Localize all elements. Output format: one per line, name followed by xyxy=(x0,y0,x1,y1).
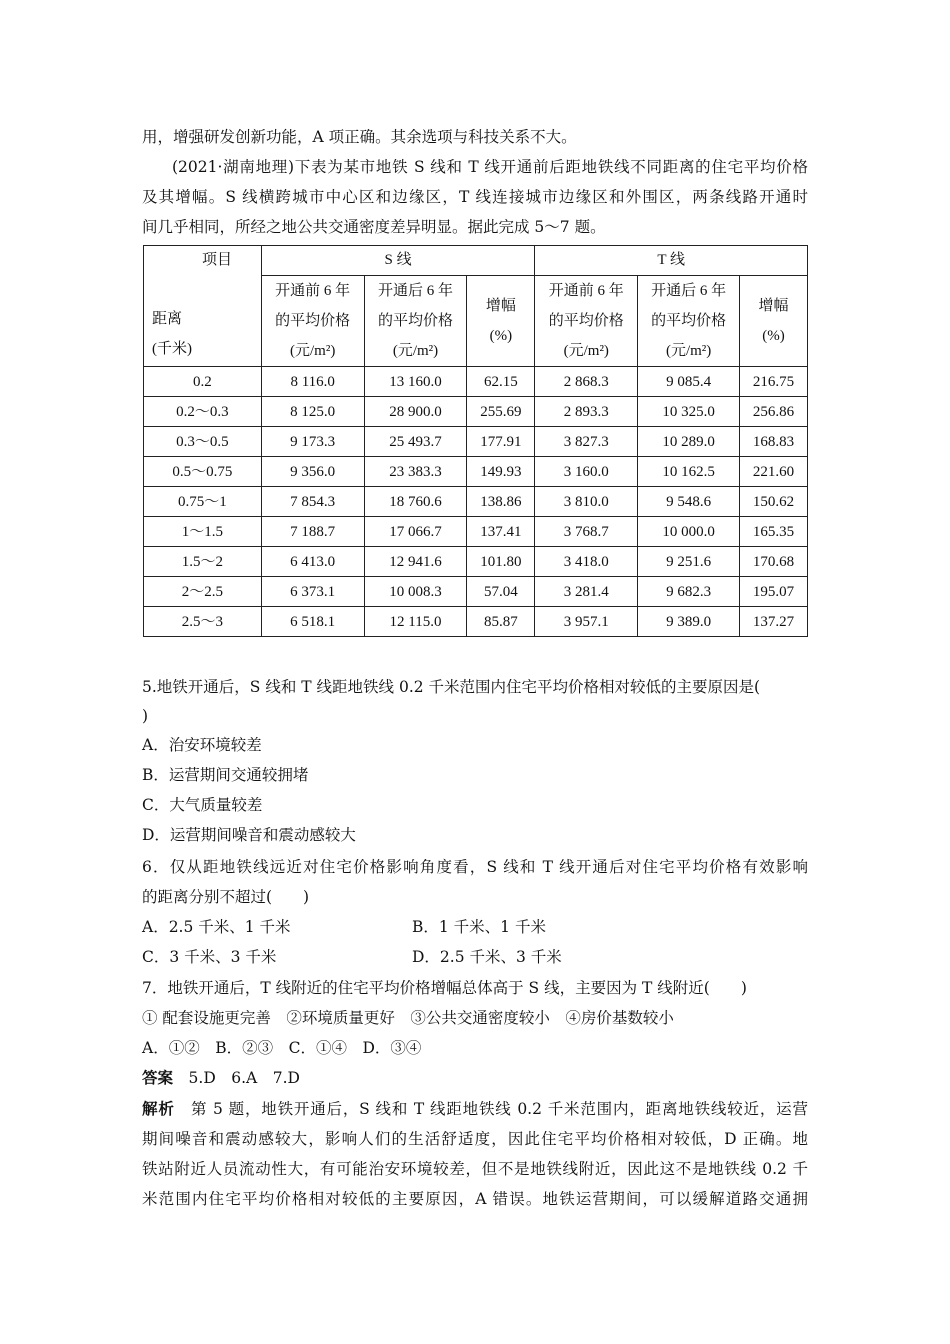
t-growth-cell: 195.07 xyxy=(740,577,808,607)
t-after-cell: 9 682.3 xyxy=(638,577,740,607)
q5-option-c: C．大气质量较差 xyxy=(142,796,263,814)
table-body xyxy=(144,367,808,637)
analysis-line-1 xyxy=(142,1099,808,1119)
t-after-cell: 9 251.6 xyxy=(638,547,740,577)
q5-option-b: B．运营期间交通较拥堵 xyxy=(142,766,309,784)
table-row xyxy=(144,577,808,607)
t-after-cell: 10 325.0 xyxy=(638,397,740,427)
t-before-cell: 3 810.0 xyxy=(535,487,638,517)
s-growth-cell: 85.87 xyxy=(467,607,535,637)
intro-line: 用，增强研发创新功能，A 项正确。其余选项与科技关系不大。 xyxy=(142,128,577,146)
corner-item-label: 项目 xyxy=(202,252,233,268)
s-before-header: 开通前 6 年 的平均价格 (元/m²) xyxy=(261,276,364,367)
q6-option-a: A．2.5 千米、1 千米 xyxy=(142,918,291,936)
table-row xyxy=(144,427,808,457)
table-row xyxy=(144,607,808,637)
distance-cell: 1～1.5 xyxy=(144,517,262,547)
s-before-cell: 6 518.1 xyxy=(261,607,364,637)
t-before-cell: 3 281.4 xyxy=(535,577,638,607)
distance-cell: 0.3～0.5 xyxy=(144,427,262,457)
s-line-header: S 线 xyxy=(261,246,535,276)
s-growth-cell: 57.04 xyxy=(467,577,535,607)
s-after-cell: 10 008.3 xyxy=(364,577,467,607)
q7-items: ① 配套设施更完善 ②环境质量更好 ③公共交通密度较小 ④房价基数较小 xyxy=(142,1009,674,1027)
analysis-line-4: 米范围内住宅平均价格相对较低的主要原因，A 错误。地铁运营期间，可以缓解道路交通拥 xyxy=(142,1190,808,1208)
question-stem-line-2: 及其增幅。S 线横跨城市中心区和边缘区，T 线连接城市边缘区和外围区，两条线路开通时 xyxy=(142,188,808,206)
t-before-cell: 2 868.3 xyxy=(535,367,638,397)
q7-options: A．①② B．②③ C．①④ D．③④ xyxy=(142,1039,422,1057)
s-before-cell: 7 854.3 xyxy=(261,487,364,517)
t-before-cell: 2 893.3 xyxy=(535,397,638,427)
s-growth-cell: 138.86 xyxy=(467,487,535,517)
s-after-cell: 13 160.0 xyxy=(364,367,467,397)
distance-cell: 2～2.5 xyxy=(144,577,262,607)
q6-option-d: D．2.5 千米、3 千米 xyxy=(412,948,562,966)
t-before-cell: 3 827.3 xyxy=(535,427,638,457)
q7-stem: 7．地铁开通后，T 线附近的住宅平均价格增幅总体高于 S 线，主要因为 T 线附近( ) xyxy=(142,979,747,997)
answer-label: 答案 xyxy=(142,1068,174,1087)
s-before-cell: 7 188.7 xyxy=(261,517,364,547)
t-growth-cell: 137.27 xyxy=(740,607,808,637)
t-after-cell: 9 389.0 xyxy=(638,607,740,637)
s-growth-header: 增幅 (%) xyxy=(467,276,535,367)
t-after-cell: 10 162.5 xyxy=(638,457,740,487)
q6-stem-line-1: 6．仅从距地铁线远近对住宅价格影响角度看，S 线和 T 线开通后对住宅平均价格有效影响 xyxy=(142,858,808,876)
distance-cell: 0.2～0.3 xyxy=(144,397,262,427)
price-table xyxy=(143,245,808,637)
t-after-cell: 10 289.0 xyxy=(638,427,740,457)
t-before-cell: 3 957.1 xyxy=(535,607,638,637)
s-growth-cell: 149.93 xyxy=(467,457,535,487)
s-after-cell: 18 760.6 xyxy=(364,487,467,517)
question-stem-line-1: (2021·湖南地理)下表为某市地铁 S 线和 T 线开通前后距地铁线不同距离的住宅平均价格 xyxy=(172,158,808,176)
q6-option-c: C．3 千米、3 千米 xyxy=(142,948,277,966)
s-after-header: 开通后 6 年 的平均价格 (元/m²) xyxy=(364,276,467,367)
t-growth-cell: 165.35 xyxy=(740,517,808,547)
s-after-cell: 17 066.7 xyxy=(364,517,467,547)
t-after-header: 开通后 6 年 的平均价格 (元/m²) xyxy=(638,276,740,367)
s-growth-cell: 137.41 xyxy=(467,517,535,547)
s-growth-cell: 177.91 xyxy=(467,427,535,457)
distance-cell: 2.5～3 xyxy=(144,607,262,637)
s-before-cell: 9 356.0 xyxy=(261,457,364,487)
corner-distance-label xyxy=(152,304,192,364)
t-growth-cell: 256.86 xyxy=(740,397,808,427)
t-growth-cell: 168.83 xyxy=(740,427,808,457)
s-before-cell: 8 116.0 xyxy=(261,367,364,397)
s-after-cell: 25 493.7 xyxy=(364,427,467,457)
analysis-text-1: 第 5 题，地铁开通后，S 线和 T 线距地铁线 0.2 千米范围内，距离地铁线较近，运营 xyxy=(190,1100,808,1118)
answer-text: 5.D 6.A 7.D xyxy=(188,1069,300,1087)
t-after-cell: 9 085.4 xyxy=(638,367,740,397)
s-before-cell: 8 125.0 xyxy=(261,397,364,427)
t-growth-cell: 150.62 xyxy=(740,487,808,517)
t-line-header: T 线 xyxy=(535,246,808,276)
table-row xyxy=(144,517,808,547)
t-growth-cell: 216.75 xyxy=(740,367,808,397)
distance-unit: (千米) xyxy=(152,341,192,357)
distance-label: 距离 xyxy=(152,311,183,327)
t-before-header: 开通前 6 年 的平均价格 (元/m²) xyxy=(535,276,638,367)
s-after-cell: 12 941.6 xyxy=(364,547,467,577)
q6-stem-line-2: 的距离分别不超过( ) xyxy=(142,888,310,906)
distance-cell: 0.5～0.75 xyxy=(144,457,262,487)
s-after-cell: 23 383.3 xyxy=(364,457,467,487)
t-after-cell: 9 548.6 xyxy=(638,487,740,517)
t-growth-cell: 221.60 xyxy=(740,457,808,487)
answer-line xyxy=(142,1068,808,1088)
distance-cell: 0.75～1 xyxy=(144,487,262,517)
question-stem-line-3: 间几乎相同，所经之地公共交通密度差异明显。据此完成 5～7 题。 xyxy=(142,218,606,236)
table-row xyxy=(144,547,808,577)
t-before-cell: 3 418.0 xyxy=(535,547,638,577)
analysis-line-3: 铁站附近人员流动性大，有可能治安环境较差，但不是地铁线附近，因此这不是地铁线 0.2 千 xyxy=(142,1160,808,1178)
distance-cell: 1.5～2 xyxy=(144,547,262,577)
q5-option-d: D．运营期间噪音和震动感较大 xyxy=(142,826,356,844)
t-before-cell: 3 160.0 xyxy=(535,457,638,487)
analysis-line-2: 期间噪音和震动感较大，影响人们的生活舒适度，因此住宅平均价格相对较低，D 正确。地 xyxy=(142,1130,808,1148)
q5-stem-line-1: 5.地铁开通后，S 线和 T 线距地铁线 0.2 千米范围内住宅平均价格相对较低的主要原因是( xyxy=(142,678,761,696)
q5-stem-line-2: ) xyxy=(142,707,149,725)
table-row xyxy=(144,457,808,487)
table-row xyxy=(144,397,808,427)
s-before-cell: 9 173.3 xyxy=(261,427,364,457)
q5-option-a: A．治安环境较差 xyxy=(142,736,262,754)
s-growth-cell: 255.69 xyxy=(467,397,535,427)
table-row xyxy=(144,367,808,397)
analysis-label: 解析 xyxy=(142,1099,175,1118)
s-after-cell: 28 900.0 xyxy=(364,397,467,427)
s-growth-cell: 101.80 xyxy=(467,547,535,577)
table-corner-cell xyxy=(144,246,262,367)
t-growth-header: 增幅 (%) xyxy=(740,276,808,367)
s-growth-cell: 62.15 xyxy=(467,367,535,397)
s-before-cell: 6 413.0 xyxy=(261,547,364,577)
table-row xyxy=(144,487,808,517)
s-after-cell: 12 115.0 xyxy=(364,607,467,637)
q6-option-b: B．1 千米、1 千米 xyxy=(412,918,546,936)
t-after-cell: 10 000.0 xyxy=(638,517,740,547)
s-before-cell: 6 373.1 xyxy=(261,577,364,607)
t-before-cell: 3 768.7 xyxy=(535,517,638,547)
distance-cell: 0.2 xyxy=(144,367,262,397)
t-growth-cell: 170.68 xyxy=(740,547,808,577)
